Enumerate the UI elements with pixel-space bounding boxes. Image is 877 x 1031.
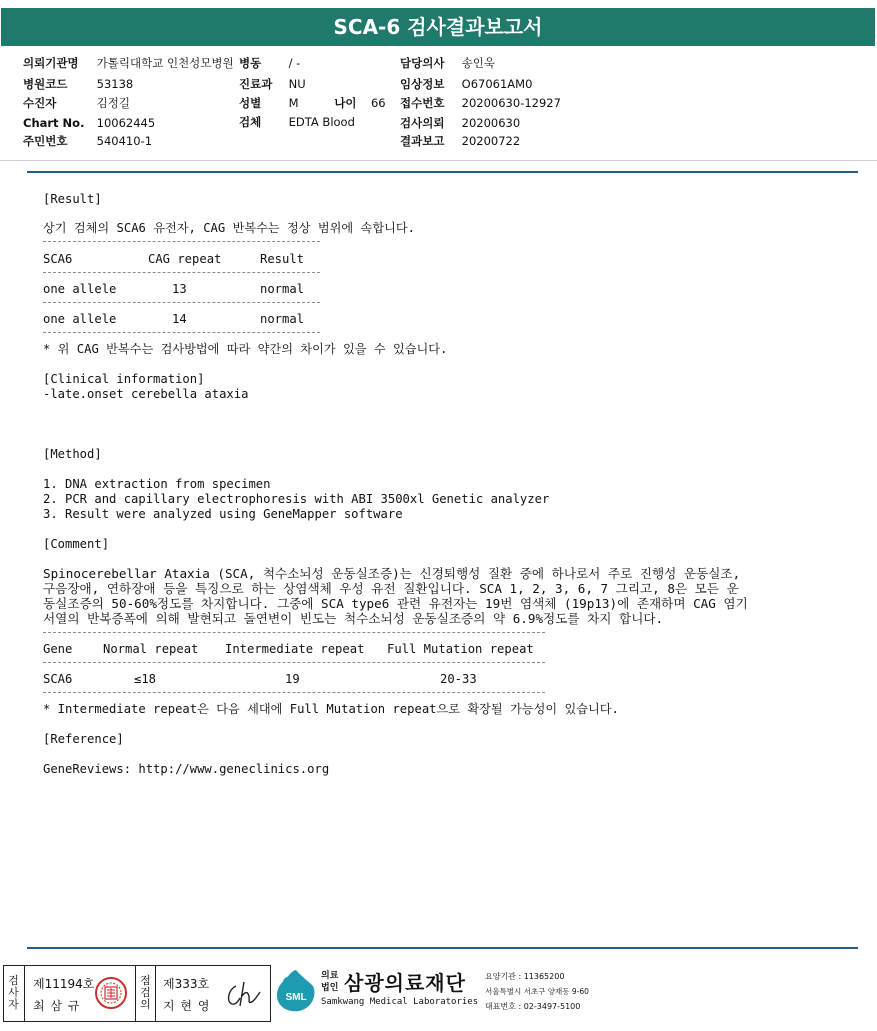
tester-seal-icon — [94, 976, 128, 1010]
ward-value: / - — [288, 56, 301, 70]
result-heading: [Result] — [43, 192, 102, 206]
sex-label: 성별 — [239, 96, 262, 110]
sex-value: M — [288, 96, 299, 110]
result-summary: 상기 검체의 SCA6 유전자, CAG 반복수는 정상 범위에 속합니다. — [43, 221, 415, 235]
method-step: 3. Result were analyzed using GeneMapper software — [43, 507, 403, 521]
box-divider — [135, 966, 136, 1021]
table-divider — [43, 692, 545, 693]
result-col-cag: CAG repeat — [148, 252, 222, 266]
institution-row — [23, 56, 234, 70]
comment-col-gene: Gene — [43, 642, 73, 656]
patient-label: 수진자 — [23, 96, 57, 110]
institution-label: 의뢰기관명 — [23, 56, 79, 70]
result-row-2-result: normal — [260, 312, 305, 326]
result-note: * 위 CAG 반복수는 검사방법에 따라 약간의 차이가 있을 수 있습니다. — [43, 342, 448, 356]
table-divider — [43, 332, 320, 333]
org-address: 서울특별시 서초구 양재동 9-60 — [485, 987, 589, 996]
reviewer-name: 지 현 영 — [163, 999, 211, 1013]
report-date-value: 20200722 — [461, 134, 521, 148]
result-col-gene: SCA6 — [43, 252, 73, 266]
specimen-label: 검체 — [239, 115, 262, 129]
reviewer-license: 제333호 — [163, 977, 210, 991]
hospital-code-row — [23, 77, 133, 91]
age-label: 나이 — [334, 96, 357, 110]
table-divider — [43, 662, 545, 663]
doctor-value: 송인욱 — [461, 56, 495, 70]
id-value: 540410-1 — [96, 134, 153, 148]
comment-col-full: Full Mutation repeat — [387, 642, 534, 656]
clinical-text: -late.onset cerebella ataxia — [43, 387, 249, 401]
comment-row-normal: ≤18 — [134, 672, 157, 686]
table-divider — [43, 241, 320, 242]
patient-row — [23, 96, 130, 110]
report-date-row — [400, 134, 520, 148]
clinical-info-value: O67061AM0 — [461, 77, 533, 91]
id-label: 주민번호 — [23, 134, 68, 148]
reference-heading: [Reference] — [43, 732, 124, 746]
doctor-label: 담당의사 — [400, 56, 445, 70]
method-heading: [Method] — [43, 447, 102, 461]
sml-logo-icon — [273, 968, 319, 1014]
comment-row-gene: SCA6 — [43, 672, 73, 686]
comment-line: 구음장애, 연하장애 등을 특징으로 하는 상염색체 우성 유전 질환입니다. SCA 1, 2, 3, 6, 7 그리고, 8은 모든 운 — [43, 581, 739, 596]
header-divider — [0, 160, 877, 161]
clinical-info-label: 임상정보 — [400, 77, 445, 91]
result-row-1-result: normal — [260, 282, 305, 296]
ward-row — [239, 56, 300, 70]
clinical-heading: [Clinical information] — [43, 372, 205, 386]
specimen-row — [239, 115, 355, 129]
comment-line: 동실조증의 50-60%정도를 차지합니다. 그중에 SCA type6 관련 유전자는 19번 염색체 (19p13)에 존재하며 CAG 염기 — [43, 596, 748, 611]
result-col-result: Result — [260, 252, 305, 266]
logo-text: SML — [285, 992, 307, 1003]
box-divider — [155, 966, 156, 1021]
request-row — [400, 116, 520, 130]
tester-label: 검사자 — [8, 974, 19, 1011]
receipt-label: 접수번호 — [400, 96, 445, 110]
id-row — [23, 134, 152, 148]
sex-row — [239, 96, 386, 110]
chart-value: 10062445 — [96, 116, 156, 130]
comment-heading: [Comment] — [43, 537, 110, 551]
patient-value: 김정길 — [96, 96, 130, 110]
result-row-1-cag: 13 — [172, 282, 187, 296]
department-row — [239, 77, 306, 91]
hospital-code-label: 병원코드 — [23, 77, 68, 91]
table-divider — [43, 272, 320, 273]
table-divider — [43, 302, 320, 303]
table-divider — [43, 632, 545, 633]
request-value: 20200630 — [461, 116, 521, 130]
org-name: 삼광의료재단 — [344, 971, 466, 995]
method-step: 1. DNA extraction from specimen — [43, 477, 271, 491]
institution-number: 요양기관 : 11365200 — [485, 972, 565, 981]
org-prefix-top: 의료 — [321, 971, 339, 981]
report-title: SCA-6 검사결과보고서 — [1, 8, 875, 46]
comment-note: * Intermediate repeat은 다음 세대에 Full Mutation repeat으로 확장될 가능성이 있습니다. — [43, 702, 619, 716]
ward-label: 병동 — [239, 56, 262, 70]
top-blue-divider — [27, 171, 858, 173]
reviewer-label: 점검의 — [140, 974, 151, 1011]
comment-row-full: 20-33 — [440, 672, 477, 686]
reviewer-signature-icon — [222, 978, 266, 1010]
clinical-info-row — [400, 77, 532, 91]
receipt-value: 20200630-12927 — [461, 96, 561, 110]
result-row-1-allele: one allele — [43, 282, 117, 296]
department-value: NU — [288, 77, 306, 91]
org-english: Samkwang Medical Laboratories — [321, 997, 479, 1007]
result-row-2-cag: 14 — [172, 312, 187, 326]
comment-line: 서열의 반복증폭에 의해 발현되고 돌연변이 빈도는 척수소뇌성 운동실조증의 약 6.9%정도를 차지 합니다. — [43, 611, 664, 626]
bottom-blue-divider — [27, 947, 858, 949]
box-divider — [24, 966, 25, 1021]
institution-value: 가톨릭대학교 인천성모병원 — [96, 56, 234, 70]
org-prefix-bottom: 법인 — [321, 983, 339, 993]
report-date-label: 결과보고 — [400, 134, 445, 148]
method-step: 2. PCR and capillary electrophoresis with ABI 3500xl Genetic analyzer — [43, 492, 550, 506]
comment-col-intermediate: Intermediate repeat — [225, 642, 365, 656]
chart-row — [23, 116, 155, 130]
doctor-row — [400, 56, 495, 70]
reference-text: GeneReviews: http://www.geneclinics.org — [43, 762, 330, 776]
age-value: 66 — [370, 96, 386, 110]
receipt-row — [400, 96, 561, 110]
comment-row-intermediate: 19 — [285, 672, 300, 686]
comment-line: Spinocerebellar Ataxia (SCA, 척수소뇌성 운동실조증)는 신경퇴행성 질환 중에 하나로서 주로 진행성 운동실조, — [43, 566, 741, 581]
org-phone: 대표번호 : 02-3497-5100 — [485, 1002, 581, 1011]
comment-col-normal: Normal repeat — [103, 642, 199, 656]
tester-license: 제11194호 — [33, 977, 95, 991]
department-label: 진료과 — [239, 77, 273, 91]
result-row-2-allele: one allele — [43, 312, 117, 326]
request-label: 검사의뢰 — [400, 116, 445, 130]
hospital-code-value: 53138 — [96, 77, 134, 91]
tester-name: 최 삼 규 — [33, 999, 81, 1013]
specimen-value: EDTA Blood — [288, 115, 355, 129]
signature-box — [3, 965, 271, 1022]
chart-label: Chart No. — [23, 116, 85, 130]
